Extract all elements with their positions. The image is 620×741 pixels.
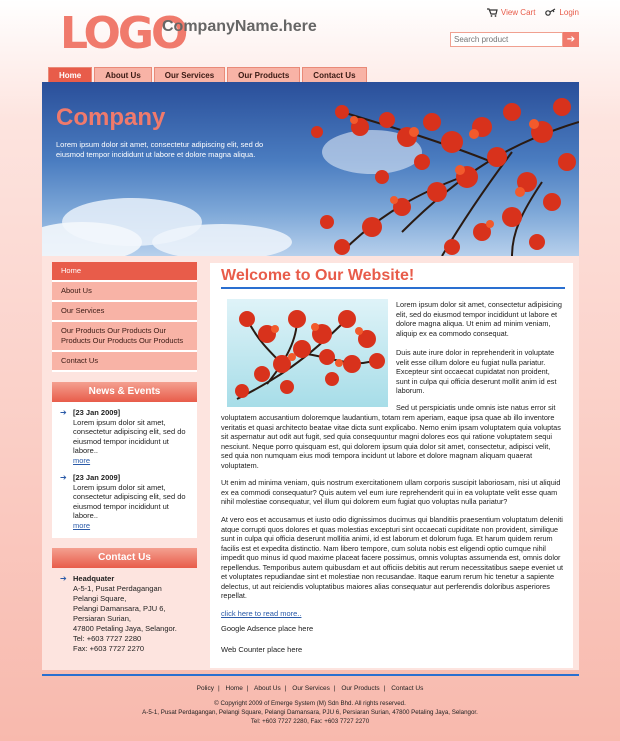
sidebar-item-our-services[interactable]: Our Services (52, 302, 197, 322)
fax-line: Fax: +603 7727 2270 (73, 644, 145, 653)
news-more-link[interactable]: more (73, 520, 91, 530)
sidebar-item-about-us[interactable]: About Us (52, 282, 197, 302)
news-text: Lorem ipsum dolor sit amet, consectetur adipiscing elit, sed do eiusmod tempor incididunt ut labore.. (73, 417, 186, 455)
intro-paragraph-3-start: Sed ut perspiciatis unde omnis iste natus error sit (396, 403, 556, 412)
key-icon (545, 8, 556, 17)
search-button[interactable]: ➔ (563, 32, 579, 47)
logo[interactable]: LOGO (60, 8, 186, 59)
address-line: Pelangi Square, (73, 594, 127, 603)
nav-contact-us[interactable]: Contact Us (302, 67, 366, 82)
footer-link-our-services[interactable]: Our Services (292, 685, 330, 692)
footer-link-contact-us[interactable]: Contact Us (391, 685, 424, 692)
read-more-link[interactable]: click here to read more.. (221, 609, 302, 618)
banner-text: Lorem ipsum dolor sit amet, consectetur adipiscing elit, sed do eiusmod tempor incididunt ut labore et dolore magna aliqua. (56, 140, 264, 159)
news-date: [23 Jan 2009] (73, 408, 121, 417)
sidebar-item-home[interactable]: Home (52, 262, 197, 282)
footer-link-our-products[interactable]: Our Products (341, 685, 380, 692)
login-label: Login (559, 8, 579, 17)
news-text: Lorem ipsum dolor sit amet, consectetur adipiscing elit, sed do eiusmod tempor incididunt ut labore.. (73, 482, 186, 520)
view-cart-link[interactable] (487, 8, 536, 17)
view-cart-label: View Cart (500, 8, 536, 17)
nav-home[interactable]: Home (48, 67, 92, 82)
footer-link-about-us[interactable]: About Us (254, 685, 281, 692)
paragraph-5: At vero eos et accusamus et iusto odio dignissimos ducimus qui blanditiis praesentium voluptatum deleniti atque corrupti quos dolores et quas molestias excepturi sint occaecati cupiditate non provident, similique sunt in culpa qui officia deserunt mollitia animi, id est laborum et dolorum fuga. Et harum quidem rerum facilis est et expedita distinctio. Nam libero tempore, cum soluta nobis est eligendi optio cumque nihil impedit quo minus id quod maxime placeat facere possimus, omnis voluptas assumenda est, omnis dolor repellendus. Temporibus autem quibusdam et aut officiis debitis aut rerum necessitatibus saepe eveniet ut et voluptates repudiandae sint et molestiae non recusandae. Itaque earum rerum hic tenetur a sapiente delectus, ut aut reiciendis voluptatibus maiores alias consequatur aut perferendis doloribus asperiores repellat. (221, 515, 564, 600)
adsense-placeholder: Google Adsence place here (221, 624, 314, 633)
intro-paragraph-2: Duis aute irure dolor in reprehenderit in voluptate velit esse cillum dolore eu fugiat nulla pariatur. Excepteur sint occaecat cupidatat non proident, sunt in culpa qui officia deserunt mollit anim id est laborum. (396, 348, 557, 395)
main-nav (48, 67, 367, 82)
title-divider (221, 287, 565, 289)
banner-title: Company (56, 104, 166, 131)
address-line: 47800 Petaling Jaya, Selangor. (73, 624, 177, 633)
sidebar-item-contact-us[interactable]: Contact Us (52, 352, 197, 372)
tel-line: Tel: +603 7727 2280 (73, 634, 142, 643)
cart-icon (487, 8, 498, 17)
news-item (60, 473, 189, 530)
content-photo (227, 299, 388, 407)
footer-divider (42, 674, 579, 676)
search-input[interactable] (450, 32, 563, 47)
arrow-right-icon: ➔ (60, 574, 67, 583)
address-block (60, 574, 189, 654)
page-title: Welcome to Our Website! (221, 267, 415, 284)
headquarter-label: Headquater (73, 574, 115, 583)
address-line: Persiaran Surian, (73, 614, 131, 623)
news-item (60, 408, 189, 465)
news-date: [23 Jan 2009] (73, 473, 121, 482)
intro-paragraph-1: Lorem ipsum dolor sit amet, consectetur adipisicing elit, sed do eiusmod tempor incididunt ut labore et dolore magna aliqua. Ut enim ad minim veniam, aliquip ex ea commodo consequat. (396, 300, 562, 338)
sidebar (52, 262, 197, 662)
address-line: A-5-1, Pusat Perdagangan (73, 584, 162, 593)
web-counter-placeholder: Web Counter place here (221, 645, 303, 654)
footer-phone: Tel: +603 7727 2280, Fax: +603 7727 2270 (250, 718, 370, 725)
paragraph-4: Ut enim ad minima veniam, quis nostrum exercitationem ullam corporis suscipit laboriosam, nisi ut aliquid ex ea commodi consequatur? Quis autem vel eum iure reprehenderit qui in ea voluptate velit esse quam nihil molestiae consequatur, vel illum qui dolorem eum fugiat quo voluptas nulla pariatur? (221, 478, 561, 506)
footer-link-policy[interactable]: Policy (196, 685, 214, 692)
news-more-link[interactable]: more (73, 455, 91, 465)
company-name: CompanyName.here (162, 18, 317, 35)
news-events-heading: News & Events (52, 382, 197, 402)
arrow-right-icon: ➔ (60, 408, 67, 417)
nav-our-products[interactable]: Our Products (227, 67, 300, 82)
tree-image (227, 299, 388, 407)
arrow-right-icon: ➔ (60, 473, 67, 482)
contact-us-heading: Contact Us (52, 548, 197, 568)
contact-box (52, 568, 197, 662)
top-links (487, 8, 579, 17)
intro-paragraph-3: voluptatem accusantium doloremque laudantium, totam rem aperiam, eaque ipsa quae ab illo inventore veritatis et quasi architecto beatae vitae dicta sunt explicabo. Nemo enim ipsam voluptatem quia voluptas sit aspernatur aut odit aut fugit, sed quia consequuntur magni dolores eos qui ratione voluptatem sequi nesciunt. Neque porro quisquam est, qui dolorem ipsum quia dolor sit amet, consectetur, adipisci velit, sed quia non numquam eius modi tempora incidunt ut labore et dolore magnam aliquam quaerat voluptatem. (221, 413, 561, 470)
banner (42, 82, 579, 256)
news-events-box (52, 402, 197, 538)
nav-about-us[interactable]: About Us (94, 67, 152, 82)
address-line: Pelangi Damansara, PJU 6, (73, 604, 166, 613)
copyright: © Copyright 2009 of Emerge System (M) Sdn Bhd. All rights reserved. (214, 700, 406, 707)
footer-link-home[interactable]: Home (225, 685, 243, 692)
nav-our-services[interactable]: Our Services (154, 67, 225, 82)
sidebar-item-our-products[interactable]: Our Products Our Products Our Products Our Products Our Products (52, 322, 197, 352)
footer-links: Policy | Home | About Us | Our Services | Our Products | Contact Us (196, 685, 424, 692)
login-link[interactable] (545, 8, 579, 17)
search-bar (450, 32, 579, 47)
footer-address: A-5-1, Pusat Perdagangan, Pelangi Square, Pelangi Damansara, PJU 6, Persiaran Surian, 47800 Petaling Jaya, Selangor. (142, 709, 478, 716)
